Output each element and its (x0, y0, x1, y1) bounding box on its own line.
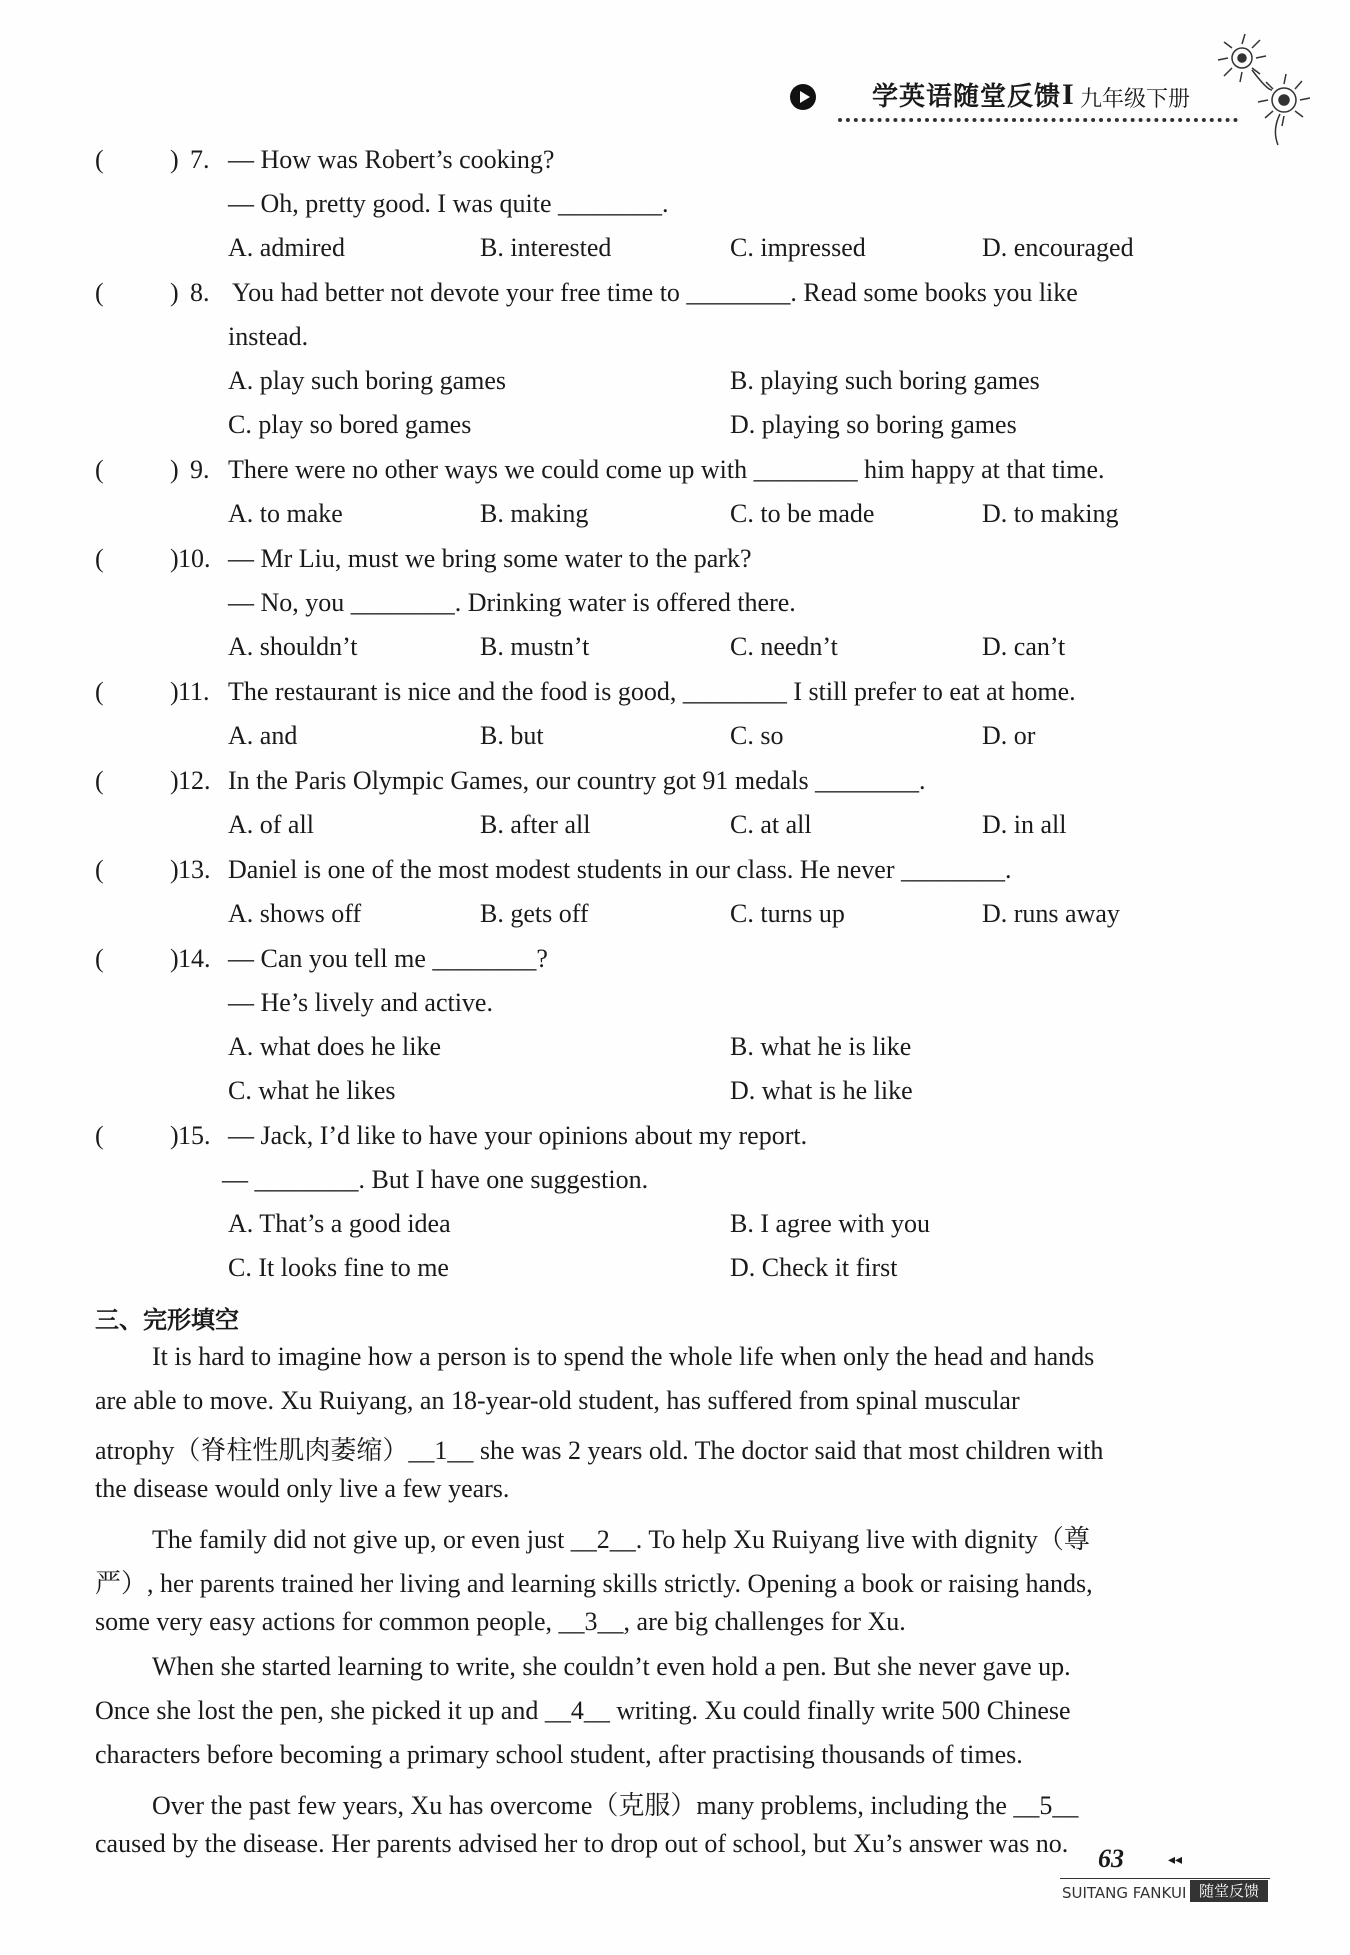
header-dotted-rule (838, 118, 1238, 122)
option-b: B. but (480, 721, 544, 750)
question-number: 10. (178, 544, 211, 573)
option-c: C. so (730, 721, 784, 750)
option-b: B. what he is like (730, 1032, 912, 1061)
option-a: A. admired (228, 233, 345, 262)
question-line: — How was Robert’s cooking? (228, 145, 555, 174)
answer-paren-left: ( (95, 766, 104, 795)
option-c: C. needn’t (730, 632, 838, 661)
question-number: 15. (178, 1121, 211, 1150)
play-icon (790, 84, 816, 110)
passage-line: 严）, her parents trained her living and learning skills strictly. Opening a book or raising hands, (95, 1569, 1093, 1598)
question-line: You had better not devote your free time to ________. Read some books you like (232, 278, 1078, 307)
option-d: D. in all (982, 810, 1067, 839)
book-title: 学英语随堂反馈 (872, 82, 1062, 112)
option-a: A. to make (228, 499, 343, 528)
option-d: D. playing so boring games (730, 410, 1017, 439)
question-line: instead. (228, 322, 309, 351)
option-d: D. can’t (982, 632, 1066, 661)
answer-paren-right: ) (170, 544, 179, 573)
footer-pinyin: SUITANG FANKUI (1062, 1884, 1187, 1902)
footer-badge: 随堂反馈 (1190, 1880, 1268, 1902)
answer-paren-right: ) (170, 455, 179, 484)
option-b: B. mustn’t (480, 632, 590, 661)
passage-line: some very easy actions for common people, __3__, are big challenges for Xu. (95, 1607, 906, 1636)
title-separator: I (1062, 78, 1074, 111)
sunflower-decoration-icon (1212, 30, 1322, 150)
question-line: — No, you ________. Drinking water is offered there. (228, 588, 796, 617)
answer-paren-left: ( (95, 455, 104, 484)
question-number: 9. (190, 455, 210, 484)
answer-paren-left: ( (95, 855, 104, 884)
option-c: C. to be made (730, 499, 875, 528)
option-c: C. It looks fine to me (228, 1253, 449, 1282)
section-title: 三、完形填空 (95, 1306, 239, 1334)
option-b: B. playing such boring games (730, 366, 1040, 395)
question-number: 7. (190, 145, 210, 174)
option-d: D. encouraged (982, 233, 1134, 262)
question-line: — Mr Liu, must we bring some water to the park? (228, 544, 752, 573)
option-d: D. to making (982, 499, 1119, 528)
question-line: — Jack, I’d like to have your opinions about my report. (228, 1121, 808, 1150)
question-line: In the Paris Olympic Games, our country got 91 medals ________. (228, 766, 926, 795)
option-a: A. That’s a good idea (228, 1209, 451, 1238)
passage-line: the disease would only live a few years. (95, 1474, 510, 1503)
question-line: There were no other ways we could come up with ________ him happy at that time. (228, 455, 1105, 484)
option-b: B. making (480, 499, 589, 528)
passage-line: When she started learning to write, she couldn’t even hold a pen. But she never gave up. (152, 1652, 1071, 1681)
answer-paren-left: ( (95, 1121, 104, 1150)
question-line: — ________. But I have one suggestion. (222, 1165, 649, 1194)
passage-line: caused by the disease. Her parents advised her to drop out of school, but Xu’s answer was no. (95, 1829, 1069, 1858)
page-header (790, 72, 1260, 132)
question-number: 13. (178, 855, 211, 884)
option-d: D. runs away (982, 899, 1120, 928)
option-c: C. what he likes (228, 1076, 396, 1105)
answer-paren-left: ( (95, 544, 104, 573)
answer-paren-right: ) (170, 944, 179, 973)
page-number: 63 (1098, 1844, 1124, 1873)
option-a: A. play such boring games (228, 366, 507, 395)
option-c: C. impressed (730, 233, 866, 262)
passage-line: characters before becoming a primary school student, after practising thousands of times. (95, 1740, 1023, 1769)
answer-paren-right: ) (170, 855, 179, 884)
answer-paren-right: ) (170, 1121, 179, 1150)
option-a: A. of all (228, 810, 314, 839)
option-a: A. shouldn’t (228, 632, 358, 661)
question-line: — Oh, pretty good. I was quite ________. (228, 189, 669, 218)
answer-paren-left: ( (95, 677, 104, 706)
answer-paren-right: ) (170, 766, 179, 795)
question-line: Daniel is one of the most modest students in our class. He never ________. (228, 855, 1012, 884)
passage-line: It is hard to imagine how a person is to spend the whole life when only the head and hands (152, 1342, 1095, 1371)
question-number: 8. (190, 278, 210, 307)
back-arrows-icon: ◂◂ (1168, 1852, 1183, 1868)
question-number: 12. (178, 766, 211, 795)
answer-paren-left: ( (95, 944, 104, 973)
option-d: D. or (982, 721, 1036, 750)
passage-line: Once she lost the pen, she picked it up and __4__ writing. Xu could finally write 500 Chinese (95, 1696, 1071, 1725)
question-line: — Can you tell me ________? (228, 944, 548, 973)
question-number: 11. (178, 677, 210, 706)
option-b: B. gets off (480, 899, 589, 928)
option-d: D. what is he like (730, 1076, 913, 1105)
passage-line: Over the past few years, Xu has overcome（克服）many problems, including the __5__ (152, 1791, 1079, 1820)
option-c: C. turns up (730, 899, 845, 928)
option-c: C. at all (730, 810, 812, 839)
footer-rule (1060, 1878, 1270, 1879)
answer-paren-right: ) (170, 145, 179, 174)
question-line: The restaurant is nice and the food is good, ________ I still prefer to eat at home. (228, 677, 1076, 706)
option-d: D. Check it first (730, 1253, 898, 1282)
answer-paren-right: ) (170, 677, 179, 706)
passage-line: are able to move. Xu Ruiyang, an 18-year-old student, has suffered from spinal muscular (95, 1386, 1020, 1415)
option-a: A. shows off (228, 899, 362, 928)
grade-label: 九年级下册 (1080, 87, 1191, 112)
answer-paren-right: ) (170, 278, 179, 307)
option-b: B. after all (480, 810, 591, 839)
answer-paren-left: ( (95, 145, 104, 174)
option-a: A. and (228, 721, 298, 750)
passage-line: atrophy（脊柱性肌肉萎缩）__1__ she was 2 years old. The doctor said that most children with (95, 1436, 1104, 1465)
answer-paren-left: ( (95, 278, 104, 307)
passage-line: The family did not give up, or even just __2__. To help Xu Ruiyang live with dignity（尊 (152, 1525, 1090, 1554)
option-c: C. play so bored games (228, 410, 472, 439)
question-number: 14. (178, 944, 211, 973)
option-a: A. what does he like (228, 1032, 442, 1061)
question-line: — He’s lively and active. (228, 988, 493, 1017)
option-b: B. I agree with you (730, 1209, 931, 1238)
option-b: B. interested (480, 233, 612, 262)
